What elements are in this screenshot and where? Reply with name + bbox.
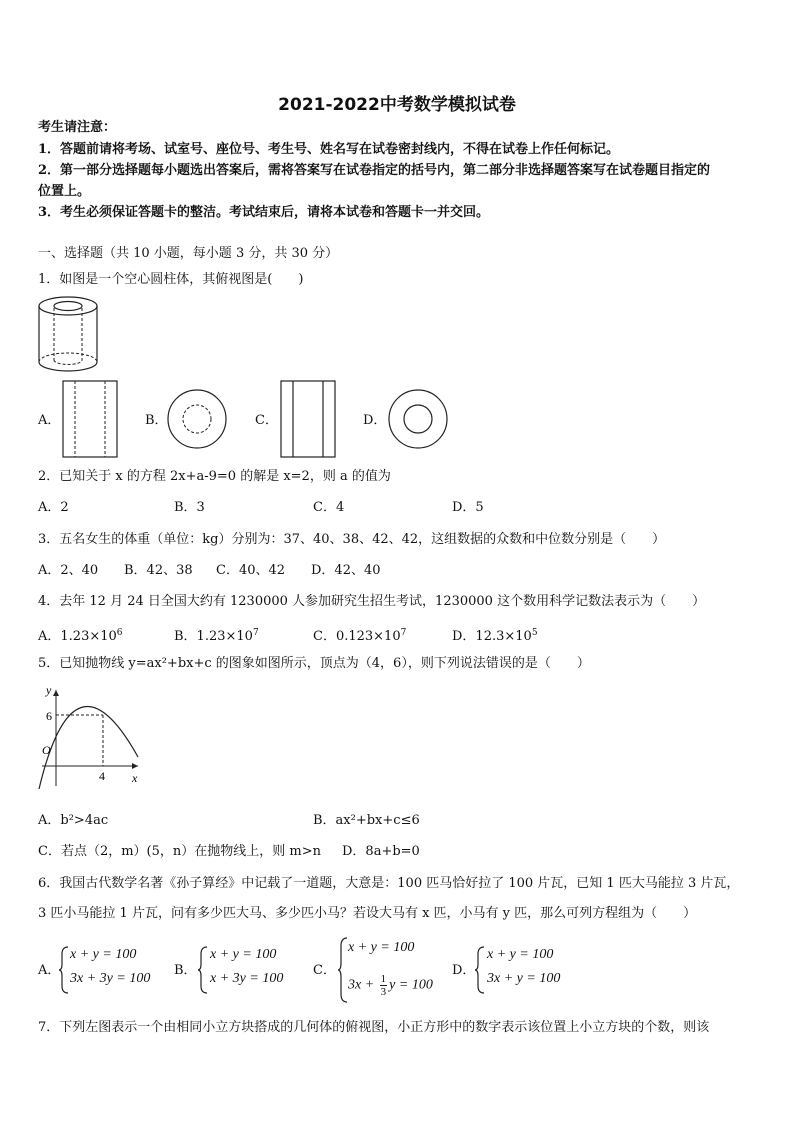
notice-heading: 考生请注意： (38, 120, 117, 135)
option-label: A． (38, 413, 61, 428)
parabola-graph (34, 682, 146, 792)
question-6: 6．我国古代数学名著《孙子算经》中记载了一道题，大意是：100 匹马恰好拉了 100 片瓦，已知 1 匹大马能拉 3 片瓦， (38, 876, 740, 891)
option: A．2、40 (38, 563, 99, 578)
question-6-line2: 3 匹小马能拉 1 片瓦，问有多少匹大马、多少匹小马？若设大马有 x 匹，小马有 y 匹，那么可列方程组为（ ） (38, 906, 697, 921)
equation: 3x + y = 100 (487, 971, 561, 986)
option: C．4 (313, 500, 345, 515)
x-axis-label: x (132, 771, 138, 785)
notice-item: 2．第一部分选择题每小题选出答案后，需将答案写在试卷指定的括号内，第二部分非选择题答案写在试卷题目指定的 (38, 163, 711, 178)
x-tick-label: 4 (99, 769, 105, 783)
option: D．8a+b=0 (342, 844, 420, 859)
option: A．$1.23\times 10^6$ (38, 628, 123, 644)
question-3: 3．五名女生的体重（单位：kg）分别为：37、40、38、42、42，这组数据的众数和中位数分别是（ ） (38, 532, 666, 547)
option: D．42、40 (311, 563, 381, 578)
question-2: 2．已知关于 x 的方程 2x+a-9=0 的解是 x=2，则 a 的值为 (38, 469, 391, 484)
option: B．ax²+bx+c≤6 (313, 813, 420, 828)
equation: x + y = 100 (487, 947, 554, 962)
option-label: B． (174, 963, 197, 978)
option: B．$1.23\times 10^7$ (174, 628, 259, 644)
option: A．b²>4ac (38, 813, 109, 828)
equation: 3x + 3y = 100 (70, 971, 151, 986)
option: C．40、42 (216, 563, 286, 578)
option-a-figure (62, 380, 118, 458)
notice-item: 位置上。 (38, 184, 91, 199)
option-label: A． (38, 963, 61, 978)
brace-icon (474, 946, 486, 994)
option-d-figure (387, 388, 449, 450)
equation: x + y = 100 (348, 940, 415, 955)
equation: x + y = 100 (210, 947, 277, 962)
question-1: 1．如图是一个空心圆柱体，其俯视图是( ) (38, 272, 304, 287)
option-label: B． (145, 413, 168, 428)
section-heading: 一、选择题（共 10 小题，每小题 3 分，共 30 分） (38, 246, 339, 261)
option: C．若点（2，m）(5，n）在抛物线上，则 m>n (38, 844, 321, 859)
option: A．2 (38, 500, 69, 515)
brace-icon (197, 946, 209, 994)
option: D．5 (452, 500, 484, 515)
hollow-cylinder-figure (36, 294, 100, 376)
option: B．42、38 (124, 563, 193, 578)
notice-item: 1．答题前请将考场、试室号、座位号、考生号、姓名写在试卷密封线内，不得在试卷上作任何标记。 (38, 142, 620, 157)
option-b-figure (166, 388, 228, 450)
option: B．3 (174, 500, 205, 515)
equation: 3x + $\frac{1}{3}$ y = 100 (348, 973, 433, 998)
question-5: 5．已知抛物线 y=ax²+bx+c 的图象如图所示，顶点为（4，6），则下列说法错误的是（ ） (38, 656, 590, 671)
y-tick-label: 6 (46, 709, 52, 723)
option-label: D． (363, 413, 387, 428)
page-title: 2021-2022中考数学模拟试卷 (278, 95, 516, 115)
notice-item: 3．考生必须保证答题卡的整洁。考试结束后，请将本试卷和答题卡一并交回。 (38, 205, 490, 220)
y-axis-label: y (46, 683, 52, 697)
option-label: D． (452, 963, 476, 978)
option-label: C． (313, 963, 336, 978)
equation: x + 3y = 100 (210, 971, 284, 986)
option: D．$12.3\times 10^5$ (452, 628, 538, 644)
brace-icon (58, 946, 70, 994)
question-4: 4．去年 12 月 24 日全国大约有 1230000 人参加研究生招生考试，1230000 这个数用科学记数法表示为（ ） (38, 594, 706, 609)
equation: x + y = 100 (70, 947, 137, 962)
option: C．$0.123\times 10^7$ (313, 628, 407, 644)
origin-label: O (42, 743, 51, 757)
question-7: 7．下列左图表示一个由相同小立方块搭成的几何体的俯视图，小正方形中的数字表示该位置上小立方块的个数，则该 (38, 1020, 710, 1035)
option-label: C． (255, 413, 278, 428)
option-c-figure (280, 380, 336, 458)
